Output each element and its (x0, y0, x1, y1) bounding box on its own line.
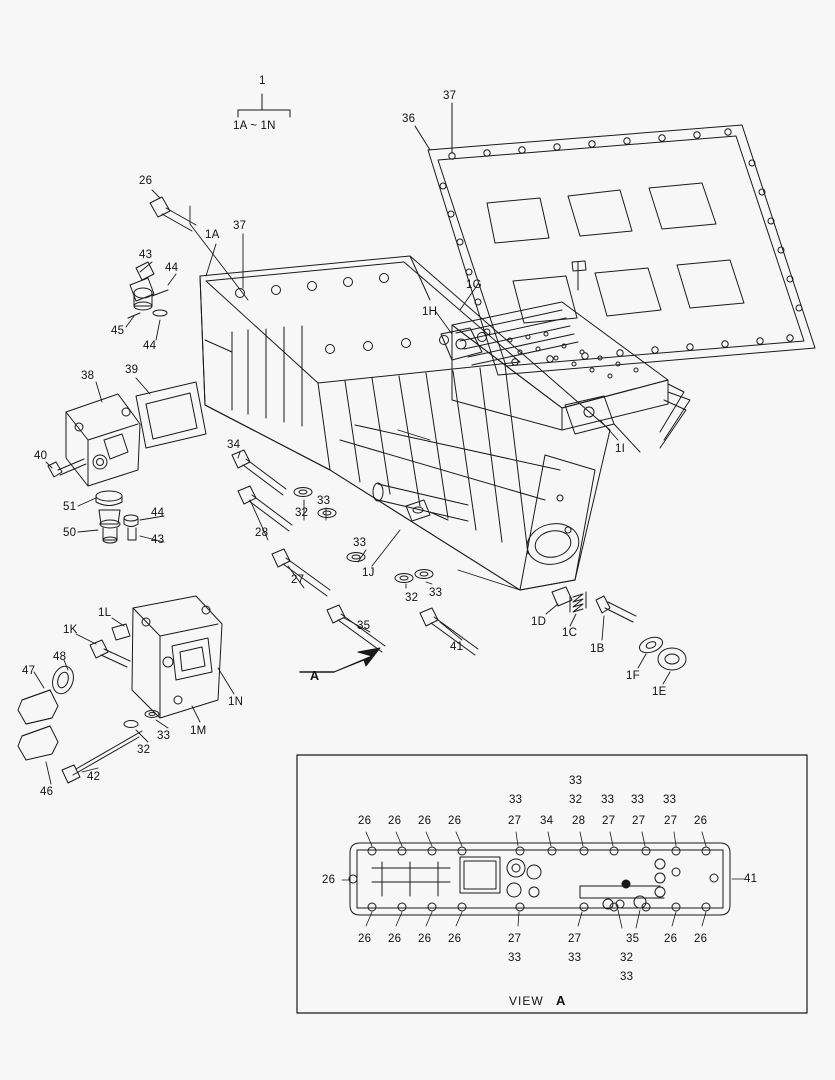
lower-left-cover-assembly (18, 596, 222, 783)
callout-40: 40 (34, 450, 48, 462)
view-label-b1-26a: 26 (358, 933, 372, 945)
callout-45: 45 (111, 325, 125, 337)
title-bracket (238, 94, 290, 117)
view-label-r3-27b: 27 (602, 815, 616, 827)
view-label-r3-26b: 26 (388, 815, 402, 827)
view-label-r2-32: 32 (569, 794, 583, 806)
bolt-26-upper (150, 197, 196, 231)
callout-35: 35 (357, 620, 371, 632)
view-a-inset (297, 755, 807, 1013)
callout-41: 41 (450, 641, 464, 653)
view-label-r2-33b: 33 (601, 794, 615, 806)
callout-32-b: 32 (405, 592, 419, 604)
callout-1L: 1L (98, 607, 112, 619)
callout-1C: 1C (562, 627, 578, 639)
callout-37-housing: 37 (233, 220, 247, 232)
callout-1D: 1D (531, 616, 547, 628)
callout-1I: 1I (615, 443, 625, 455)
view-label-b1-26e: 26 (664, 933, 678, 945)
callout-1E: 1E (652, 686, 667, 698)
title-main-ref: 1 (259, 75, 266, 87)
view-label-b1-27a: 27 (508, 933, 522, 945)
view-label-right-41: 41 (744, 873, 758, 885)
callout-33-d: 33 (157, 730, 171, 742)
callout-34: 34 (227, 439, 241, 451)
callout-27: 27 (291, 574, 305, 586)
callout-48: 48 (53, 651, 67, 663)
view-label-r2-33d: 33 (663, 794, 677, 806)
callout-43-lower: 43 (151, 534, 165, 546)
callout-32-a: 32 (295, 507, 309, 519)
callout-1M: 1M (190, 725, 207, 737)
view-a-title-letter: A (556, 993, 567, 1008)
callout-42: 42 (87, 771, 101, 783)
view-label-r3-27d: 27 (664, 815, 678, 827)
view-label-b3-33: 33 (620, 971, 634, 983)
view-a-title-prefix: VIEW (509, 994, 544, 1008)
callout-28: 28 (255, 527, 269, 539)
callout-1H: 1H (422, 306, 438, 318)
view-a-title (509, 993, 566, 1008)
view-label-b1-26d: 26 (448, 933, 462, 945)
callout-44-upper: 44 (165, 262, 179, 274)
plug-assembly-left (96, 491, 138, 543)
callout-43-upper: 43 (139, 249, 153, 261)
callout-44-lower: 44 (151, 507, 165, 519)
leader-lines-top (415, 103, 452, 153)
title-range-label: 1A ~ 1N (233, 120, 276, 132)
view-label-b1-26c: 26 (418, 933, 432, 945)
callout-1B: 1B (590, 643, 605, 655)
view-label-b2-33b: 33 (568, 952, 582, 964)
bolt-40 (48, 459, 86, 477)
view-label-left-26: 26 (322, 874, 336, 886)
view-label-r3-27a: 27 (508, 815, 522, 827)
callout-47: 47 (22, 665, 36, 677)
callout-1A: 1A (205, 229, 220, 241)
view-label-r3-26d: 26 (448, 815, 462, 827)
view-label-r3-26a: 26 (358, 815, 372, 827)
callout-38: 38 (81, 370, 95, 382)
callout-1G: 1G (466, 279, 482, 291)
callout-26-upper: 26 (139, 175, 153, 187)
oil-cooler-housing (200, 256, 610, 590)
callout-1F: 1F (626, 670, 640, 682)
oil-cooler-element (441, 302, 690, 452)
view-label-r3-28: 28 (572, 815, 586, 827)
callout-37-top: 37 (443, 90, 457, 102)
view-label-b1-26f: 26 (694, 933, 708, 945)
callout-46: 46 (40, 786, 54, 798)
callout-39: 39 (125, 364, 139, 376)
callout-1J: 1J (362, 567, 375, 579)
callout-33-a: 33 (317, 495, 331, 507)
callout-51: 51 (63, 501, 77, 513)
callout-1K: 1K (63, 624, 78, 636)
callout-33-b: 33 (353, 537, 367, 549)
part-1J (406, 500, 448, 521)
view-label-b1-26b: 26 (388, 933, 402, 945)
callout-36: 36 (402, 113, 416, 125)
callout-50: 50 (63, 527, 77, 539)
callout-1N: 1N (228, 696, 244, 708)
view-label-r2-33c: 33 (631, 794, 645, 806)
cover-bracket-assembly (66, 382, 206, 486)
view-label-b2-33a: 33 (508, 952, 522, 964)
callout-32-c: 32 (137, 744, 151, 756)
fitting-assembly-upper-left (128, 262, 168, 318)
section-arrow-label: A (310, 669, 320, 683)
view-label-r3-26c: 26 (418, 815, 432, 827)
view-label-r2-33a: 33 (509, 794, 523, 806)
view-label-b2-32: 32 (620, 952, 634, 964)
view-label-r3-34: 34 (540, 815, 554, 827)
view-label-b1-35: 35 (626, 933, 640, 945)
view-label-top-33: 33 (569, 775, 583, 787)
view-label-b1-27b: 27 (568, 933, 582, 945)
view-label-r3-27c: 27 (632, 815, 646, 827)
view-label-r3-26e: 26 (694, 815, 708, 827)
callout-33-c: 33 (429, 587, 443, 599)
callout-44-lower-upper: 44 (143, 340, 157, 352)
